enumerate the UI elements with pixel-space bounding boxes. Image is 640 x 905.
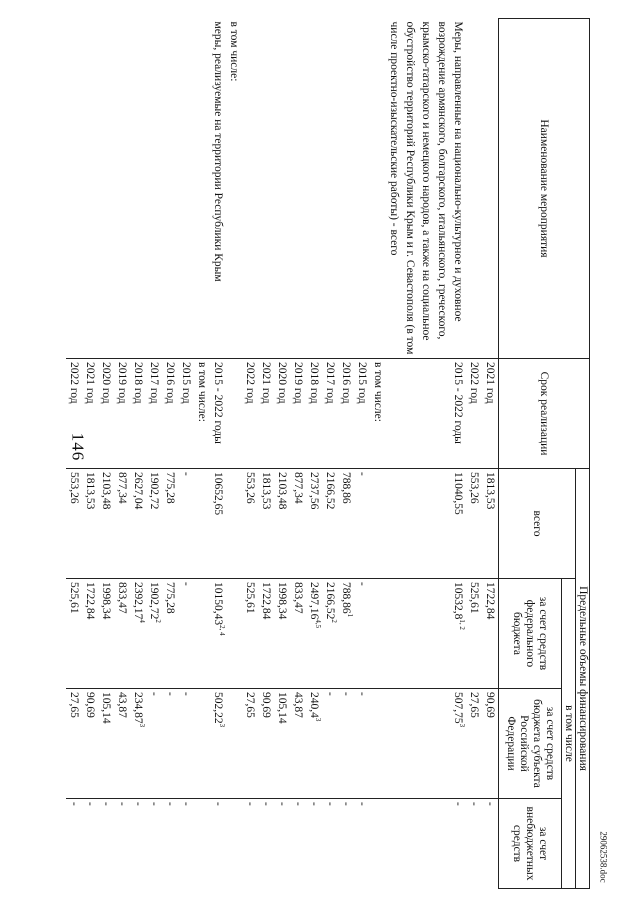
- cell-period-text: 2020 год: [276, 362, 288, 404]
- empty-cell: [226, 799, 242, 889]
- cell-federal-text: 10150,43: [212, 582, 224, 626]
- cell-period-text: 2016 год: [164, 362, 176, 404]
- table-row: [466, 19, 482, 889]
- cell-total-text: -: [356, 472, 368, 476]
- cell-extra: [66, 799, 82, 889]
- cell-regional: [354, 689, 370, 799]
- cell-total-text: 2103,48: [100, 472, 112, 510]
- cell-regional-text: -: [164, 692, 176, 696]
- cell-regional-text: 90,69: [484, 692, 496, 718]
- cell-extra-text: -: [68, 802, 80, 806]
- cell-extra: [306, 799, 322, 889]
- cell-period-text: 2021 год: [260, 362, 272, 404]
- cell-extra-text: -: [484, 802, 496, 806]
- cell-name: [274, 19, 290, 359]
- cell-federal-text: 1722,84: [84, 582, 96, 620]
- cell-period: [242, 359, 258, 469]
- cell-extra-text: -: [244, 802, 256, 806]
- cell-extra: [370, 799, 386, 889]
- table-row: [242, 19, 258, 889]
- cell-period-text: 2021 год: [484, 362, 496, 404]
- cell-period: [178, 359, 194, 469]
- cell-federal-text: 1722,84: [260, 582, 272, 620]
- cell-extra: [162, 799, 178, 889]
- cell-period-text: 2018 год: [308, 362, 320, 404]
- cell-period: [146, 359, 162, 469]
- cell-period-text: 2022 год: [468, 362, 480, 404]
- cell-period-text: в том числе:: [372, 362, 384, 422]
- cell-federal: [290, 579, 306, 689]
- cell-extra-text: -: [276, 802, 288, 806]
- cell-federal: [274, 579, 290, 689]
- cell-regional-text: -: [324, 692, 336, 696]
- cell-total-text: 1813,53: [260, 472, 272, 510]
- table-row: [194, 19, 210, 889]
- cell-regional-text: 27,65: [68, 692, 80, 718]
- cell-total: [66, 469, 82, 579]
- cell-federal-text: 1998,34: [276, 582, 288, 620]
- cell-extra: [482, 799, 499, 889]
- cell-name: [242, 19, 258, 359]
- cell-total-text: 2166,52: [324, 472, 336, 510]
- cell-extra-text: -: [292, 802, 304, 806]
- cell-regional-text: 240,4: [308, 692, 320, 718]
- cell-period-text: 2015 - 2022 годы: [212, 362, 224, 444]
- footer-doc-id: 29062538.doc: [598, 831, 609, 883]
- cell-regional-footnote: 3: [217, 723, 226, 728]
- cell-name: [386, 19, 466, 359]
- cell-federal-text: 788,86: [340, 582, 352, 614]
- cell-total: [82, 469, 98, 579]
- cell-total-text: 2737,56: [308, 472, 320, 510]
- cell-federal: [130, 579, 146, 689]
- cell-period-text: в том числе:: [196, 362, 208, 422]
- cell-regional: [322, 689, 338, 799]
- cell-regional-text: -: [340, 692, 352, 696]
- cell-federal-footnote: 2: [329, 619, 338, 623]
- empty-cell: [226, 579, 242, 689]
- cell-name: [114, 19, 130, 359]
- table-row: [338, 19, 354, 889]
- cell-regional-footnote: 3: [313, 717, 322, 722]
- header-name: Наименование мероприятия: [499, 19, 590, 359]
- cell-federal-text: 775,28: [164, 582, 176, 614]
- cell-federal-text: -: [356, 582, 368, 586]
- cell-federal: [194, 579, 210, 689]
- cell-federal-footnote: 2, 4: [217, 625, 226, 636]
- cell-total-text: 2627,04: [132, 472, 144, 510]
- empty-cell: [226, 359, 242, 469]
- cell-regional-text: 27,65: [468, 692, 480, 718]
- cell-regional-text: -: [180, 692, 192, 696]
- cell-extra: [210, 799, 226, 889]
- table-row: [386, 19, 466, 889]
- cell-name: [98, 19, 114, 359]
- cell-federal: [386, 579, 466, 689]
- cell-regional: [242, 689, 258, 799]
- header-funding-title: Предельные объемы финансирования: [576, 469, 590, 889]
- cell-regional: [258, 689, 274, 799]
- cell-extra-text: -: [100, 802, 112, 806]
- cell-total: [146, 469, 162, 579]
- table-row: [146, 19, 162, 889]
- cell-federal-text: 833,47: [116, 582, 128, 614]
- cell-total: [178, 469, 194, 579]
- cell-period-text: 2019 год: [116, 362, 128, 404]
- table-row: [482, 19, 499, 889]
- cell-regional: [114, 689, 130, 799]
- cell-federal-text: 2166,52: [324, 582, 336, 620]
- cell-extra-text: -: [356, 802, 368, 806]
- cell-period-text: 2017 год: [148, 362, 160, 404]
- cell-total: [370, 469, 386, 579]
- cell-regional: [98, 689, 114, 799]
- cell-federal-text: 10532,8: [452, 582, 464, 620]
- cell-extra-text: -: [212, 802, 224, 806]
- cell-period: [466, 359, 482, 469]
- cell-extra-text: -: [164, 802, 176, 806]
- cell-regional-text: 502,22: [212, 692, 224, 724]
- cell-regional-text: 90,69: [84, 692, 96, 718]
- cell-regional: [370, 689, 386, 799]
- cell-federal-text: 2497,16: [308, 582, 320, 620]
- cell-federal-footnote: 1: [345, 613, 354, 618]
- cell-regional: [386, 689, 466, 799]
- header-including: в том числе: [562, 579, 576, 889]
- cell-federal-text: 1998,34: [100, 582, 112, 620]
- cell-name: [354, 19, 370, 359]
- cell-total-text: 775,28: [164, 472, 176, 504]
- cell-total-text: 1813,53: [84, 472, 96, 510]
- cell-regional: [146, 689, 162, 799]
- cell-total-text: 1902,72: [148, 472, 160, 510]
- cell-federal-text: 1902,72: [148, 582, 160, 620]
- cell-federal: [306, 579, 322, 689]
- cell-name: [146, 19, 162, 359]
- cell-name: [290, 19, 306, 359]
- cell-total-text: 553,26: [68, 472, 80, 504]
- cell-name-text: меры, реализуемые на территории Республики Крым: [212, 21, 224, 282]
- cell-federal: [322, 579, 338, 689]
- table-row: [354, 19, 370, 889]
- cell-period: [162, 359, 178, 469]
- header-federal: за счет средств федерального бюджета: [499, 579, 562, 689]
- cell-total: [466, 469, 482, 579]
- cell-total: [210, 469, 226, 579]
- cell-federal: [466, 579, 482, 689]
- table-row: [66, 19, 82, 889]
- cell-extra: [386, 799, 466, 889]
- cell-period: [290, 359, 306, 469]
- cell-total: [386, 469, 466, 579]
- cell-regional: [338, 689, 354, 799]
- cell-name: [82, 19, 98, 359]
- cell-extra: [194, 799, 210, 889]
- cell-extra: [290, 799, 306, 889]
- cell-regional: [274, 689, 290, 799]
- cell-regional: [306, 689, 322, 799]
- cell-period: [210, 359, 226, 469]
- table-row: [98, 19, 114, 889]
- cell-extra: [466, 799, 482, 889]
- cell-total: [258, 469, 274, 579]
- cell-name: [370, 19, 386, 359]
- cell-period: [274, 359, 290, 469]
- table-row: [274, 19, 290, 889]
- cell-extra-text: -: [308, 802, 320, 806]
- cell-total-text: -: [180, 472, 192, 476]
- cell-period-text: 2018 год: [132, 362, 144, 404]
- cell-period: [354, 359, 370, 469]
- cell-regional: [482, 689, 499, 799]
- cell-regional-text: 27,65: [244, 692, 256, 718]
- cell-period: [306, 359, 322, 469]
- table-header: [499, 19, 590, 889]
- cell-name: [210, 19, 226, 359]
- cell-total: [242, 469, 258, 579]
- table-row: [306, 19, 322, 889]
- cell-federal-footnote: 1, 2: [457, 619, 466, 630]
- cell-total-text: 877,34: [292, 472, 304, 504]
- cell-name: [322, 19, 338, 359]
- cell-name: [482, 19, 499, 359]
- cell-period: [258, 359, 274, 469]
- cell-federal: [146, 579, 162, 689]
- cell-regional-footnote: 3: [457, 723, 466, 728]
- cell-total: [306, 469, 322, 579]
- cell-total-text: 10652,65: [212, 472, 224, 516]
- cell-total: [482, 469, 499, 579]
- cell-extra-text: -: [260, 802, 272, 806]
- cell-period: [98, 359, 114, 469]
- cell-total: [114, 469, 130, 579]
- cell-regional: [66, 689, 82, 799]
- table-row: [226, 19, 242, 889]
- cell-federal: [66, 579, 82, 689]
- cell-total: [162, 469, 178, 579]
- table-row: [258, 19, 274, 889]
- cell-federal-text: 833,47: [292, 582, 304, 614]
- cell-regional: [178, 689, 194, 799]
- cell-period: [130, 359, 146, 469]
- cell-federal: [162, 579, 178, 689]
- cell-federal-text: -: [180, 582, 192, 586]
- cell-regional-text: 105,14: [100, 692, 112, 724]
- cell-total: [98, 469, 114, 579]
- cell-extra: [338, 799, 354, 889]
- cell-regional: [130, 689, 146, 799]
- cell-federal: [258, 579, 274, 689]
- cell-federal: [114, 579, 130, 689]
- table-row: [210, 19, 226, 889]
- cell-extra: [322, 799, 338, 889]
- cell-regional: [210, 689, 226, 799]
- cell-total-text: 2103,48: [276, 472, 288, 510]
- table-row: [82, 19, 98, 889]
- cell-regional-text: 43,87: [116, 692, 128, 718]
- cell-extra-text: -: [340, 802, 352, 806]
- cell-name: [178, 19, 194, 359]
- header-period: Срок реализации: [499, 359, 590, 469]
- cell-extra: [98, 799, 114, 889]
- cell-federal: [370, 579, 386, 689]
- cell-federal-text: 1722,84: [484, 582, 496, 620]
- cell-federal: [338, 579, 354, 689]
- cell-name: [162, 19, 178, 359]
- cell-name: [258, 19, 274, 359]
- cell-regional-text: 507,75: [452, 692, 464, 724]
- cell-regional-text: 43,87: [292, 692, 304, 718]
- cell-period-text: 2021 год: [84, 362, 96, 404]
- cell-regional: [82, 689, 98, 799]
- cell-total: [354, 469, 370, 579]
- cell-period-text: 2019 год: [292, 362, 304, 404]
- cell-total-text: 1813,53: [484, 472, 496, 510]
- table-row: [178, 19, 194, 889]
- empty-cell: [226, 689, 242, 799]
- cell-federal: [98, 579, 114, 689]
- table-row: [130, 19, 146, 889]
- cell-regional-text: -: [148, 692, 160, 696]
- cell-name: [338, 19, 354, 359]
- cell-period: [66, 359, 82, 469]
- cell-period: [322, 359, 338, 469]
- cell-federal: [482, 579, 499, 689]
- table-row: [290, 19, 306, 889]
- cell-regional: [466, 689, 482, 799]
- cell-extra-text: -: [324, 802, 336, 806]
- cell-federal: [178, 579, 194, 689]
- cell-federal-text: 525,61: [244, 582, 256, 614]
- cell-extra: [274, 799, 290, 889]
- cell-extra-text: -: [132, 802, 144, 806]
- table-row: [162, 19, 178, 889]
- header-extra: за счет внебюджетных средств: [499, 799, 562, 889]
- funding-table: [66, 18, 590, 889]
- cell-total: [130, 469, 146, 579]
- cell-period: [194, 359, 210, 469]
- cell-period-text: 2020 год: [100, 362, 112, 404]
- page-number: 146: [68, 432, 88, 462]
- cell-period: [338, 359, 354, 469]
- cell-extra-text: -: [180, 802, 192, 806]
- cell-extra: [146, 799, 162, 889]
- cell-period-text: 2017 год: [324, 362, 336, 404]
- cell-extra-text: -: [84, 802, 96, 806]
- cell-regional-text: 234,87: [132, 692, 144, 724]
- cell-extra: [114, 799, 130, 889]
- cell-total-text: 788,86: [340, 472, 352, 504]
- cell-regional-text: 90,69: [260, 692, 272, 718]
- cell-federal-text: 525,61: [68, 582, 80, 614]
- cell-federal: [82, 579, 98, 689]
- cell-regional-text: -: [356, 692, 368, 696]
- cell-extra-text: -: [452, 802, 464, 806]
- cell-period-text: 2022 год: [68, 362, 80, 404]
- header-total: всего: [499, 469, 576, 579]
- cell-federal-text: 525,61: [468, 582, 480, 614]
- cell-name: [194, 19, 210, 359]
- cell-extra: [354, 799, 370, 889]
- cell-total: [194, 469, 210, 579]
- cell-period: [482, 359, 499, 469]
- table-row: [322, 19, 338, 889]
- cell-total: [338, 469, 354, 579]
- cell-total: [274, 469, 290, 579]
- cell-name: [306, 19, 322, 359]
- cell-federal-footnote: 4: [137, 619, 146, 623]
- cell-regional-text: 105,14: [276, 692, 288, 724]
- cell-regional: [162, 689, 178, 799]
- cell-federal-text: 2392,17: [132, 582, 144, 620]
- cell-federal: [242, 579, 258, 689]
- cell-extra-text: -: [116, 802, 128, 806]
- cell-total: [290, 469, 306, 579]
- cell-extra: [258, 799, 274, 889]
- cell-period: [114, 359, 130, 469]
- cell-name-text: Меры, направленные на национально-культурное и духовное возрождение армянского, болгарского, итальянского, греческого, крымско-татарского и немецкого народов, а также на социальное обустройство территорий Республики Крым и г. Севастополя (в том числе проектно-изыскательские работы) - всего: [388, 21, 464, 355]
- cell-period: [386, 359, 466, 469]
- cell-extra: [242, 799, 258, 889]
- cell-federal-footnote: 2: [153, 619, 162, 623]
- cell-extra-text: -: [468, 802, 480, 806]
- cell-federal-footnote: 4,5: [313, 619, 322, 629]
- cell-period-text: 2015 год: [180, 362, 192, 404]
- cell-extra-text: -: [148, 802, 160, 806]
- cell-extra: [178, 799, 194, 889]
- empty-cell: [226, 469, 242, 579]
- cell-period-text: 2015 - 2022 годы: [452, 362, 464, 444]
- sub-intro: в том числе:: [228, 21, 240, 82]
- cell-name: [130, 19, 146, 359]
- table-body: [66, 19, 499, 889]
- cell-name: [466, 19, 482, 359]
- cell-period: [370, 359, 386, 469]
- cell-federal: [210, 579, 226, 689]
- cell-extra: [130, 799, 146, 889]
- header-regional: за счет средств бюджета субъекта Российской Федерации: [499, 689, 562, 799]
- cell-total-text: 11040,55: [452, 472, 464, 515]
- cell-regional-footnote: 3: [137, 723, 146, 728]
- cell-total: [322, 469, 338, 579]
- table-row: [370, 19, 386, 889]
- cell-period-text: 2022 год: [244, 362, 256, 404]
- cell-total-text: 553,26: [244, 472, 256, 504]
- cell-federal: [354, 579, 370, 689]
- cell-regional: [194, 689, 210, 799]
- cell-period-text: 2015 год: [356, 362, 368, 404]
- cell-period-text: 2016 год: [340, 362, 352, 404]
- table-row: [114, 19, 130, 889]
- cell-name: [66, 19, 82, 359]
- cell-period: [82, 359, 98, 469]
- cell-total-text: 877,34: [116, 472, 128, 504]
- cell-regional: [290, 689, 306, 799]
- cell-total-text: 553,26: [468, 472, 480, 504]
- cell-extra: [82, 799, 98, 889]
